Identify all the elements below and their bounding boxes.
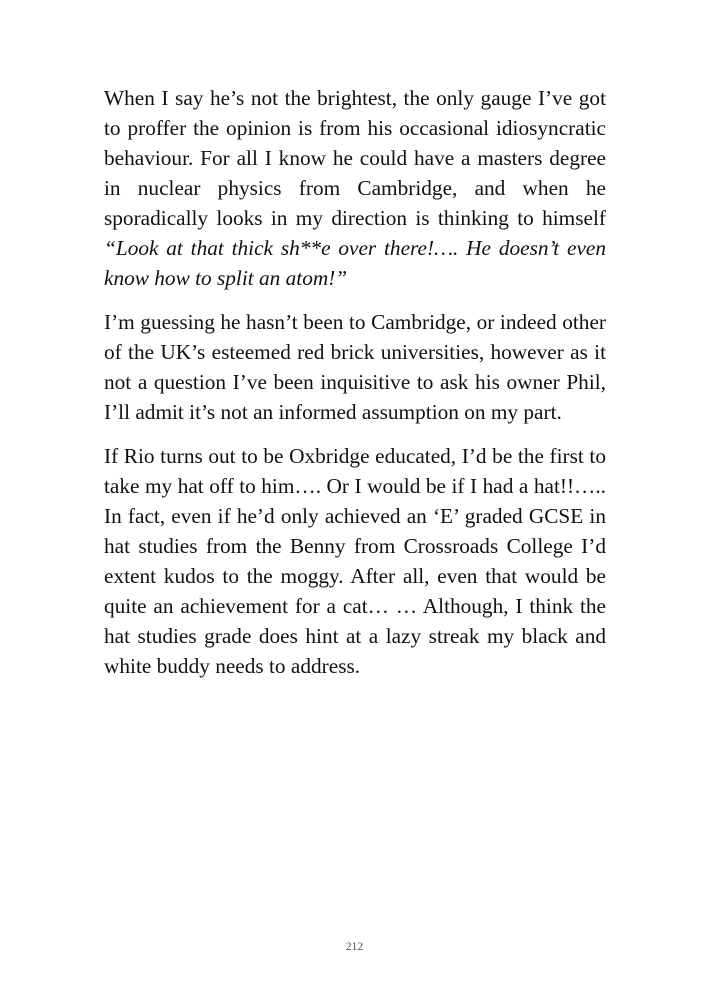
paragraph-3: If Rio turns out to be Oxbridge educated, I’d be the first to take my hat off to him…. Or I would be if I had a hat!!….. In fact, even if he’d only achieved an ‘E’ graded GCSE in hat studies from the Benny from Crossroads College I’d extent kudos to the moggy. After all, even that would be quite an achievement for a cat… … Although, I think the hat studies grade does hint at a lazy streak my black and white buddy needs to address.: [104, 444, 606, 678]
paragraph-1-text: When I say he’s not the brightest, the only gauge I’ve got to proffer the opinion is from his occasional idiosyncratic behaviour. For all I know he could have a masters degree in nuclear physics from Cambridge, and when he sporadically looks in my direction is thinking to himself: [104, 86, 606, 230]
page-number: 212: [345, 941, 364, 953]
paragraph-1: [104, 83, 606, 293]
paragraph-1-quote: “Look at that thick sh**e over there!…. He doesn’t even know how to split an atom!”: [104, 236, 606, 290]
paragraph-2: I’m guessing he hasn’t been to Cambridge, or indeed other of the UK’s esteemed red brick universities, however as it not a question I’ve been inquisitive to ask his owner Phil, I’ll admit it’s not an informed assumption on my part.: [104, 310, 606, 424]
body-text: [104, 83, 606, 695]
